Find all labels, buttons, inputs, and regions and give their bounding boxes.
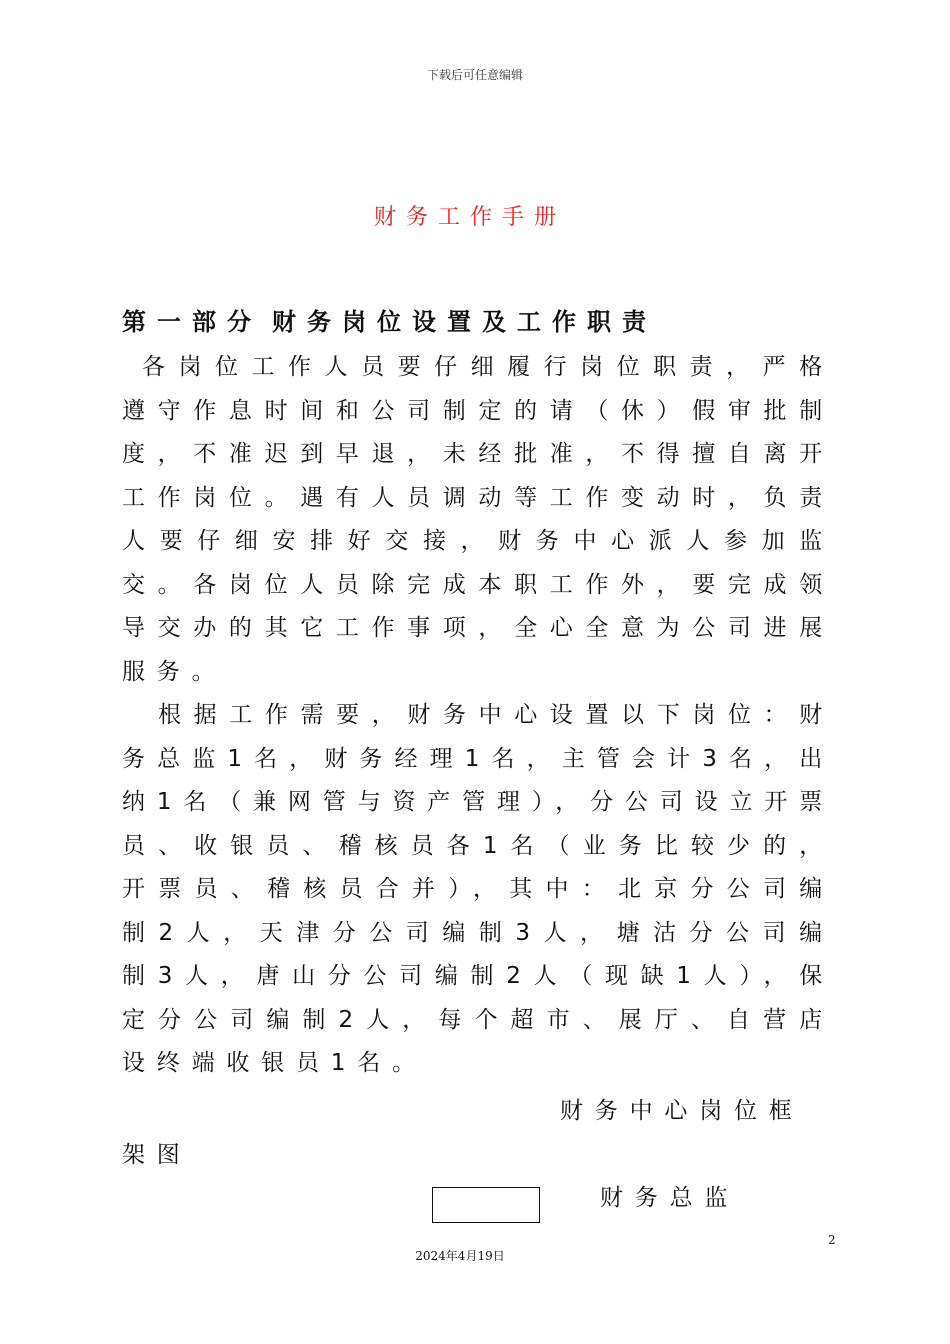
org-chart-top-label: 财务总监 — [600, 1185, 740, 1211]
header-note: 下载后可任意编辑 — [426, 68, 523, 82]
page-number: 2 — [828, 1233, 836, 1247]
org-chart-box — [432, 1187, 540, 1223]
document-title: 财务工作手册 — [373, 205, 566, 230]
framework-caption-line2: 架图 — [122, 1142, 192, 1168]
framework-caption-line1: 财务中心岗位框 — [560, 1098, 804, 1124]
section-part-label: 第一部分 — [122, 308, 262, 336]
section-heading — [122, 302, 822, 337]
footer-date: 2024年4月19日 — [415, 1249, 505, 1263]
section-name: 财务岗位设置及工作职责 — [272, 308, 657, 336]
paragraph-duties: 各岗位工作人员要仔细履行岗位职责，严格遵守作息时间和公司制定的请（休）假审批制度，不准迟到早退，未经批准，不得擅自离开工作岗位。遇有人员调动等工作变动时，负责人要仔细安排好交接，财务中心派人参加监交。各岗位人员除完成本职工作外，要完成领导交办的其它工作事项，全心全意为公司进展服务。 — [122, 354, 834, 685]
paragraph-positions: 根据工作需要，财务中心设置以下岗位：财务总监1名，财务经理1名，主管会计3名，出纳1名（兼网管与资产管理），分公司设立开票员、收银员、稽核员各1名（业务比较少的，开票员、稽核员合并），其中：北京分公司编制2人，天津分公司编制3人，塘沽分公司编制3人，唐山分公司编制2人（现缺1人），保定分公司编制2人，每个超市、展厅、自营店设终端收银员1名。 — [122, 702, 834, 1076]
body-text — [122, 346, 834, 1086]
